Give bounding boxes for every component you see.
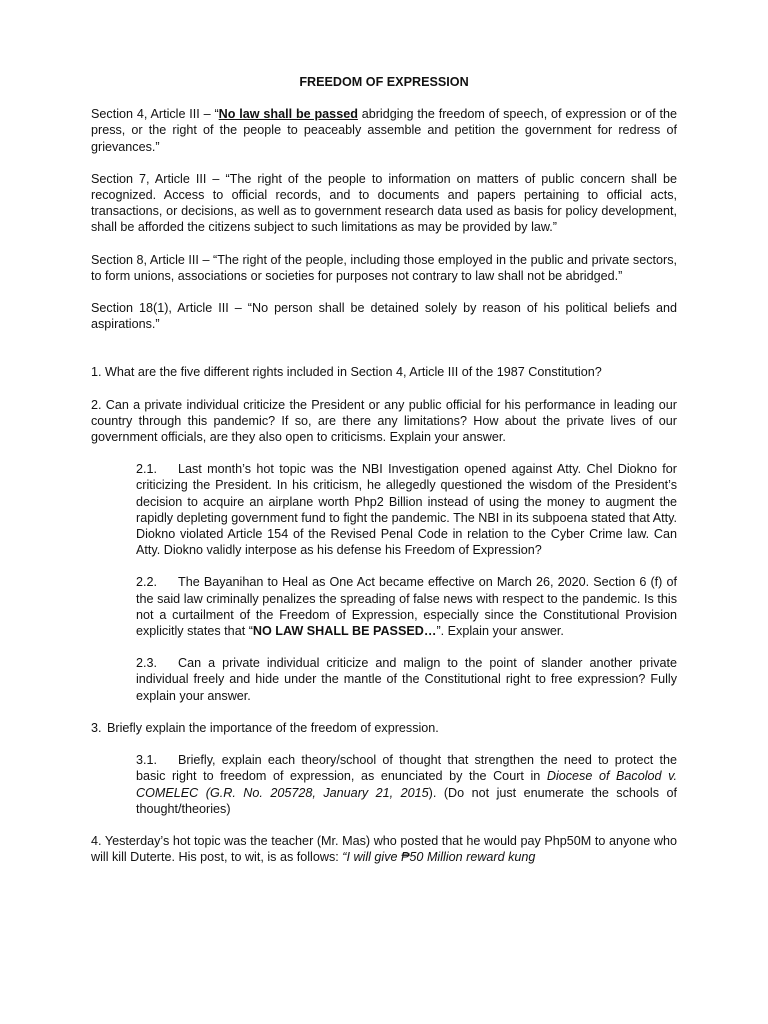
question-1: 1. What are the five different rights included in Section 4, Article III of the 1987 Constitution?: [91, 365, 602, 380]
section-8-label: Section 8, Article III –: [91, 252, 214, 267]
question-3-1-number: 3.1.: [136, 753, 158, 768]
question-3-text: Briefly explain the importance of the freedom of expression.: [107, 720, 439, 735]
question-2-2-number: 2.2.: [136, 575, 158, 590]
question-3-1: [136, 752, 677, 817]
document-title: FREEDOM OF EXPRESSION: [299, 75, 469, 89]
section-4-text: abridging the freedom of speech, of expression or of the press, or the right of the people to peaceably assemble and petition the government for redress of grievances.”: [91, 107, 677, 154]
question-2-3-text: Can a private individual criticize and malign to the point of slander another private individual freely and hide under the mantle of the Constitutional right to free expression? Fully explain your answer.: [136, 656, 677, 703]
question-3: [91, 720, 677, 736]
question-2-2-end: ”. Explain your answer.: [436, 624, 564, 639]
question-2: 2. Can a private individual criticize the President or any public official for his performance in leading our country through this pandemic? If so, are there any limitations? How about the private lives of our government officials, are they also open to criticisms. Explain your answer.: [91, 397, 677, 445]
section-18-text: “No person shall be detained solely by reason of his political beliefs and aspirations.”: [91, 301, 677, 332]
question-4-quote: “I will give ₱50 Million reward kung: [342, 850, 536, 865]
question-3-1-text: Briefly, explain each theory/school of thought that strengthen the need to protect the basic right to freedom of expression, as enunciated by the Court in: [136, 753, 677, 784]
question-3-number: 3.: [91, 720, 102, 735]
question-3-1-end: ). (Do not just enumerate the schools of thought/theories): [136, 785, 677, 816]
document-page: [91, 74, 677, 865]
section-7-paragraph: [91, 171, 677, 236]
question-2-2-text: The Bayanihan to Heal as One Act became effective on March 26, 2020. Section 6 (f) of the said law criminally penalizes the spreading of false news with respect to the pandemic. Is this not a curtailment of the Freedom of Expression, especially since the Constitutional Provision explicitly states that “: [136, 575, 677, 639]
question-2-2-bold: NO LAW SHALL BE PASSED…: [252, 624, 437, 639]
section-4-paragraph: [91, 106, 677, 155]
section-7-label: Section 7, Article III –: [91, 171, 226, 186]
question-4-text: 4. Yesterday’s hot topic was the teacher (Mr. Mas) who posted that he would pay Php50M to anyone who will kill Duterte. His post, to wit, is as follows:: [91, 833, 677, 865]
section-8-text: “The right of the people, including those employed in the public and private sectors, to form unions, associations or societies for purposes not contrary to law shall not be abridged.”: [91, 252, 677, 283]
section-18-paragraph: [91, 300, 677, 332]
question-2-3: [136, 655, 677, 704]
question-2-1: [136, 461, 677, 558]
section-8-paragraph: [91, 252, 677, 284]
question-2-2: [136, 574, 677, 639]
section-4-underlined: No law shall be passed: [218, 107, 358, 122]
section-4-label: Section 4, Article III – “: [91, 107, 219, 122]
question-2-1-number: 2.1.: [136, 462, 158, 477]
question-2-3-number: 2.3.: [136, 656, 158, 671]
question-4: [91, 833, 677, 865]
question-2-1-text: Last month’s hot topic was the NBI Investigation opened against Atty. Chel Diokno for criticizing the President. In his criticism, he allegedly questioned the wisdom of the President’s decision to acquire an airplane worth Php2 Billion instead of using the money to augment the rapidly depleting government fund to fight the pandemic. The NBI in its subpoena stated that Atty. Diokno violated Article 154 of the Revised Penal Code in relation to the Cyber Crime law. Can Atty. Diokno validly interpose as his defense his Freedom of Expression?: [136, 462, 677, 558]
section-18-label: Section 18(1), Article III –: [91, 301, 248, 316]
section-7-text: “The right of the people to information on matters of public concern shall be recognized. Access to official records, and to documents and papers pertaining to official acts, transactions, or decisions, as well as to government research data used as basis for policy development, shall be afforded the citizens subject to such limitations as may be provided by law.”: [91, 171, 677, 235]
question-3-1-case-citation: Diocese of Bacolod v. COMELEC (G.R. No. 205728, January 21, 2015: [136, 769, 677, 800]
